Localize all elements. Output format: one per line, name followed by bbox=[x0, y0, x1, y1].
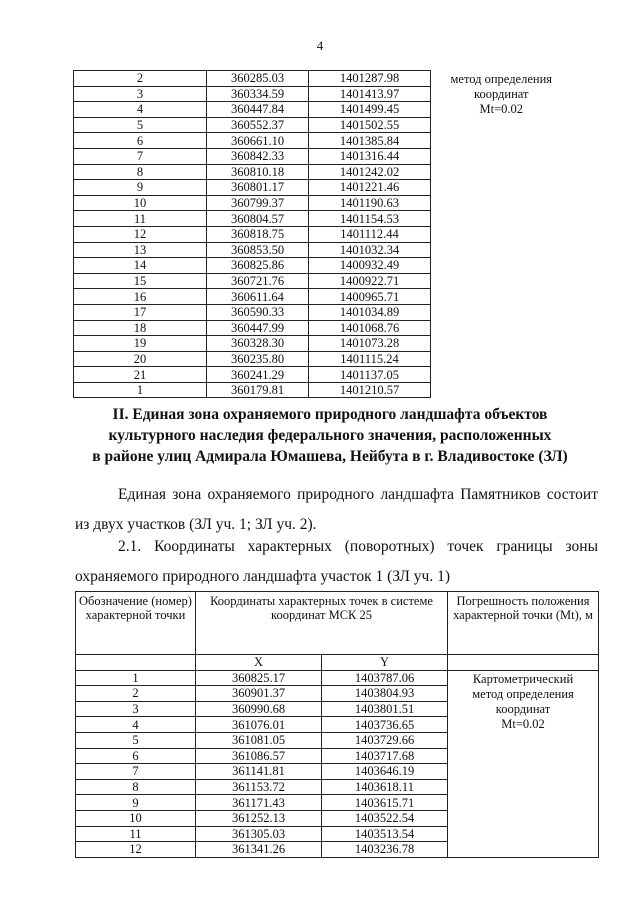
point-number: 2 bbox=[74, 71, 207, 87]
coord-y: 1403736.65 bbox=[322, 717, 448, 733]
coord-y: 1401115.24 bbox=[309, 351, 431, 367]
point-number: 16 bbox=[74, 289, 207, 305]
header-point-number: Обозначение (номер) характерной точки bbox=[76, 592, 196, 655]
section-title-line: в районе улиц Адмирала Юмашева, Нейбута в г. Владивостоке (ЗЛ) bbox=[92, 448, 568, 465]
coord-x: 360328.30 bbox=[207, 336, 309, 352]
point-number: 5 bbox=[74, 117, 207, 133]
point-number: 13 bbox=[74, 242, 207, 258]
coord-y: 1401073.28 bbox=[309, 336, 431, 352]
section-title-line: культурного наследия федерального значения, расположенных bbox=[108, 427, 552, 444]
coord-y: 1403787.06 bbox=[322, 670, 448, 686]
coord-y: 1401385.84 bbox=[309, 133, 431, 149]
paragraph-text: 2.1. Координаты характерных (поворотных) точек границы зоны охраняемого природного ландшафта участок 1 (ЗЛ уч. 1) bbox=[75, 538, 598, 585]
header-accuracy: Погрешность положения характерной точки (Mt), м bbox=[448, 592, 599, 655]
accuracy-note-line: Mt=0.02 bbox=[479, 101, 523, 116]
accuracy-note-line: Mt=0.02 bbox=[501, 716, 545, 731]
coord-y: 1401190.63 bbox=[309, 195, 431, 211]
subheader-y: Y bbox=[322, 655, 448, 671]
coord-y: 1401137.05 bbox=[309, 367, 431, 383]
point-number: 9 bbox=[76, 795, 196, 811]
coordinates-table-continued bbox=[73, 70, 572, 398]
point-number: 6 bbox=[74, 133, 207, 149]
point-number: 12 bbox=[74, 226, 207, 242]
coord-x: 361076.01 bbox=[196, 717, 322, 733]
coord-x: 360810.18 bbox=[207, 164, 309, 180]
point-number: 2 bbox=[76, 686, 196, 702]
coord-x: 360853.50 bbox=[207, 242, 309, 258]
coord-x: 360804.57 bbox=[207, 211, 309, 227]
coord-x: 360825.17 bbox=[196, 670, 322, 686]
coord-x: 360818.75 bbox=[207, 226, 309, 242]
coord-x: 360799.37 bbox=[207, 195, 309, 211]
coord-x: 360285.03 bbox=[207, 71, 309, 87]
section-title bbox=[60, 404, 600, 467]
coord-x: 360334.59 bbox=[207, 86, 309, 102]
point-number: 6 bbox=[76, 748, 196, 764]
paragraph-coordinates-intro bbox=[75, 532, 598, 592]
point-number: 7 bbox=[76, 764, 196, 780]
coord-x: 360241.29 bbox=[207, 367, 309, 383]
coord-x: 360447.99 bbox=[207, 320, 309, 336]
coord-y: 1403236.78 bbox=[322, 842, 448, 858]
coord-y: 1401242.02 bbox=[309, 164, 431, 180]
coord-x: 360842.33 bbox=[207, 148, 309, 164]
coord-y: 1403618.11 bbox=[322, 779, 448, 795]
coord-y: 1400965.71 bbox=[309, 289, 431, 305]
point-number: 7 bbox=[74, 148, 207, 164]
coord-x: 360235.80 bbox=[207, 351, 309, 367]
coord-x: 360661.10 bbox=[207, 133, 309, 149]
coord-x: 361171.43 bbox=[196, 795, 322, 811]
coord-y: 1403729.66 bbox=[322, 732, 448, 748]
subheader-empty bbox=[76, 655, 196, 671]
point-number: 1 bbox=[74, 382, 207, 398]
point-number: 1 bbox=[76, 670, 196, 686]
page-number: 4 bbox=[316, 38, 324, 53]
point-number: 21 bbox=[74, 367, 207, 383]
point-number: 15 bbox=[74, 273, 207, 289]
coord-y: 1403717.68 bbox=[322, 748, 448, 764]
coord-y: 1401034.89 bbox=[309, 304, 431, 320]
accuracy-note-line: координат bbox=[495, 701, 551, 716]
coord-y: 1403513.54 bbox=[322, 826, 448, 842]
point-number: 14 bbox=[74, 258, 207, 274]
point-number: 5 bbox=[76, 732, 196, 748]
subheader-empty bbox=[448, 655, 599, 671]
accuracy-note bbox=[448, 670, 599, 857]
point-number: 20 bbox=[74, 351, 207, 367]
point-number: 4 bbox=[74, 102, 207, 118]
coord-y: 1400922.71 bbox=[309, 273, 431, 289]
coord-x: 361086.57 bbox=[196, 748, 322, 764]
coord-x: 361141.81 bbox=[196, 764, 322, 780]
table-row bbox=[74, 71, 572, 87]
coord-x: 360901.37 bbox=[196, 686, 322, 702]
point-number: 3 bbox=[74, 86, 207, 102]
point-number: 8 bbox=[74, 164, 207, 180]
coord-y: 1401112.44 bbox=[309, 226, 431, 242]
point-number: 18 bbox=[74, 320, 207, 336]
coord-y: 1401221.46 bbox=[309, 180, 431, 196]
coord-y: 1401413.97 bbox=[309, 86, 431, 102]
coord-y: 1401287.98 bbox=[309, 71, 431, 87]
accuracy-note-line: Картометрический bbox=[472, 671, 574, 686]
coord-x: 361305.03 bbox=[196, 826, 322, 842]
point-number: 11 bbox=[74, 211, 207, 227]
accuracy-note-line: метод определения bbox=[450, 71, 553, 86]
paragraph-text: Единая зона охраняемого природного ландшафта Памятников состоит из двух участков (ЗЛ уч. 1; ЗЛ уч. 2). bbox=[75, 486, 598, 533]
table-header-row bbox=[76, 592, 599, 655]
subheader-x: X bbox=[196, 655, 322, 671]
coord-x: 360179.81 bbox=[207, 382, 309, 398]
header-coordinates: Координаты характерных точек в системе координат МСК 25 bbox=[196, 592, 448, 655]
coord-y: 1401502.55 bbox=[309, 117, 431, 133]
coord-x: 361081.05 bbox=[196, 732, 322, 748]
coord-y: 1401210.57 bbox=[309, 382, 431, 398]
point-number: 10 bbox=[74, 195, 207, 211]
accuracy-note bbox=[431, 71, 572, 398]
coord-x: 360721.76 bbox=[207, 273, 309, 289]
coord-x: 361153.72 bbox=[196, 779, 322, 795]
coord-y: 1401499.45 bbox=[309, 102, 431, 118]
point-number: 9 bbox=[74, 180, 207, 196]
table-subheader-row bbox=[76, 655, 599, 671]
coord-y: 1401316.44 bbox=[309, 148, 431, 164]
coord-x: 360611.64 bbox=[207, 289, 309, 305]
point-number: 4 bbox=[76, 717, 196, 733]
coord-x: 360552.37 bbox=[207, 117, 309, 133]
coord-y: 1401032.34 bbox=[309, 242, 431, 258]
coord-y: 1401154.53 bbox=[309, 211, 431, 227]
coord-x: 360590.33 bbox=[207, 304, 309, 320]
coord-x: 360825.86 bbox=[207, 258, 309, 274]
point-number: 8 bbox=[76, 779, 196, 795]
coord-y: 1403615.71 bbox=[322, 795, 448, 811]
coord-y: 1403522.54 bbox=[322, 810, 448, 826]
coord-x: 361341.26 bbox=[196, 842, 322, 858]
coord-x: 360801.17 bbox=[207, 180, 309, 196]
coordinates-table-plot-1 bbox=[75, 591, 599, 858]
accuracy-note-line: метод определения bbox=[472, 686, 574, 701]
section-title-line: II. Единая зона охраняемого природного ландшафта объектов bbox=[112, 406, 548, 423]
coord-y: 1403801.51 bbox=[322, 701, 448, 717]
coord-y: 1400932.49 bbox=[309, 258, 431, 274]
table-row bbox=[76, 670, 599, 686]
coord-x: 360990.68 bbox=[196, 701, 322, 717]
point-number: 3 bbox=[76, 701, 196, 717]
point-number: 10 bbox=[76, 810, 196, 826]
point-number: 17 bbox=[74, 304, 207, 320]
paragraph-zone-description bbox=[75, 480, 598, 540]
coord-y: 1403804.93 bbox=[322, 686, 448, 702]
point-number: 11 bbox=[76, 826, 196, 842]
coord-x: 361252.13 bbox=[196, 810, 322, 826]
coord-x: 360447.84 bbox=[207, 102, 309, 118]
point-number: 19 bbox=[74, 336, 207, 352]
coord-y: 1403646.19 bbox=[322, 764, 448, 780]
coord-y: 1401068.76 bbox=[309, 320, 431, 336]
point-number: 12 bbox=[76, 842, 196, 858]
accuracy-note-line: координат bbox=[474, 86, 529, 101]
